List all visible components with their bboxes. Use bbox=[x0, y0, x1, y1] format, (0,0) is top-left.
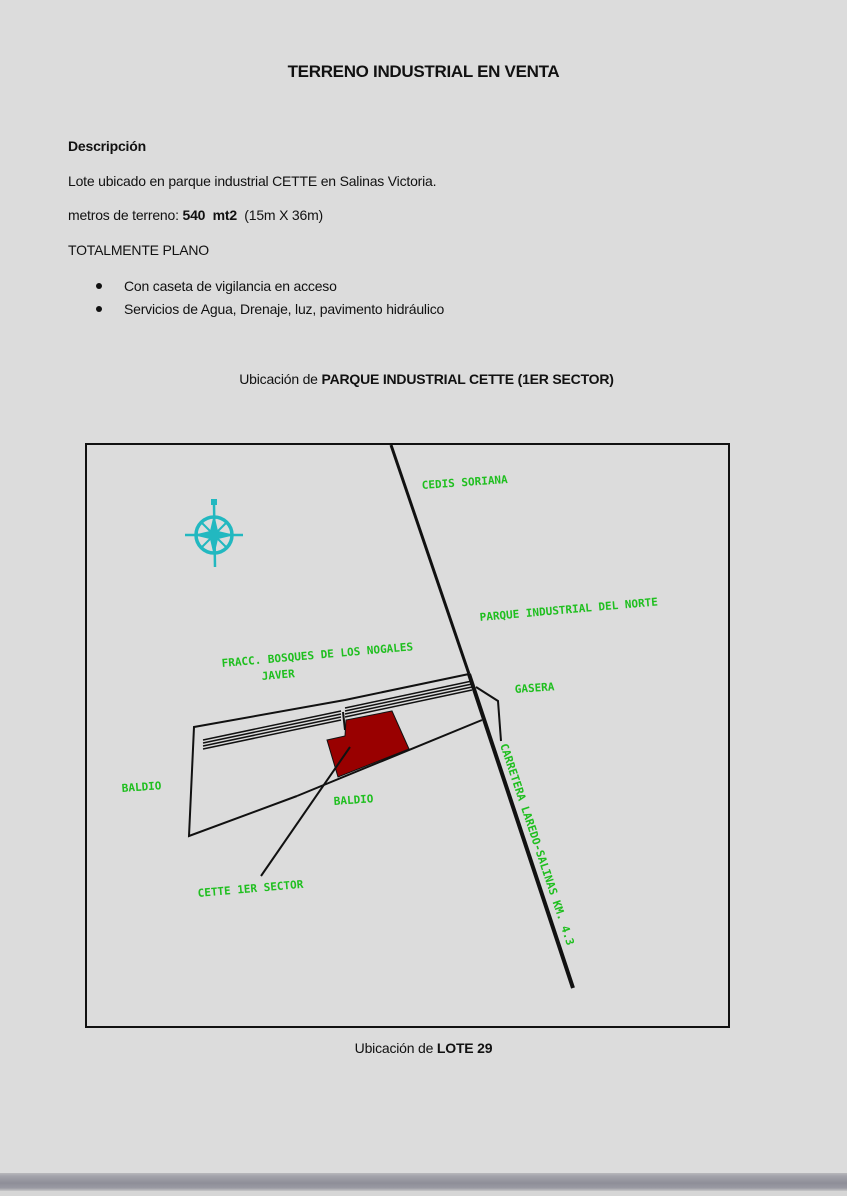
compass-rose-icon bbox=[185, 499, 243, 567]
lot-caption-name: LOTE 29 bbox=[436, 1040, 493, 1056]
features-list bbox=[96, 277, 444, 323]
label-cette-1er-sector: CETTE 1ER SECTOR bbox=[197, 877, 304, 900]
leader-line bbox=[261, 747, 350, 876]
park-caption-prefix: Ubicación de bbox=[239, 371, 322, 387]
park-caption bbox=[0, 371, 847, 387]
highway-road bbox=[391, 445, 573, 988]
bullet-icon bbox=[96, 283, 102, 289]
feature-item bbox=[96, 277, 444, 300]
label-parque-industrial-norte: PARQUE INDUSTRIAL DEL NORTE bbox=[479, 595, 659, 624]
park-caption-name: PARQUE INDUSTRIAL CETTE (1ER SECTOR) bbox=[321, 371, 614, 387]
label-baldio-center: BALDIO bbox=[333, 792, 374, 808]
lot-caption bbox=[0, 1040, 847, 1056]
label-javer: JAVER bbox=[261, 667, 296, 683]
feature-text: Servicios de Agua, Drenaje, luz, pavimento hidráulico bbox=[124, 301, 445, 317]
area-label: metros de terreno: bbox=[68, 207, 183, 223]
map-drawing bbox=[85, 443, 730, 1028]
next-page-edge bbox=[0, 1191, 847, 1196]
document-title: TERRENO INDUSTRIAL EN VENTA bbox=[287, 62, 560, 81]
label-gasera: GASERA bbox=[514, 680, 555, 696]
label-cedis-soriana: CEDIS SORIANA bbox=[421, 473, 509, 492]
page-separator-bar bbox=[0, 1173, 847, 1191]
feature-text: Con caseta de vigilancia en acceso bbox=[124, 278, 337, 294]
lot-caption-prefix: Ubicación de bbox=[354, 1040, 437, 1056]
area-dimensions: (15m X 36m) bbox=[236, 207, 324, 223]
feature-item bbox=[96, 300, 444, 323]
bullet-icon bbox=[96, 306, 102, 312]
area-value: 540 mt2 bbox=[182, 207, 237, 223]
location-line: Lote ubicado en parque industrial CETTE en Salinas Victoria. bbox=[68, 173, 437, 189]
label-fracc-bosques: FRACC. BOSQUES DE LOS NOGALES bbox=[221, 640, 414, 670]
label-carretera: CARRETERA LAREDO-SALINAS KM. 4.3 bbox=[497, 741, 577, 947]
terrain-line: TOTALMENTE PLANO bbox=[68, 242, 209, 258]
area-line bbox=[68, 207, 323, 223]
location-map bbox=[85, 443, 730, 1028]
label-baldio-left: BALDIO bbox=[121, 779, 162, 795]
description-heading: Descripción bbox=[68, 138, 146, 154]
